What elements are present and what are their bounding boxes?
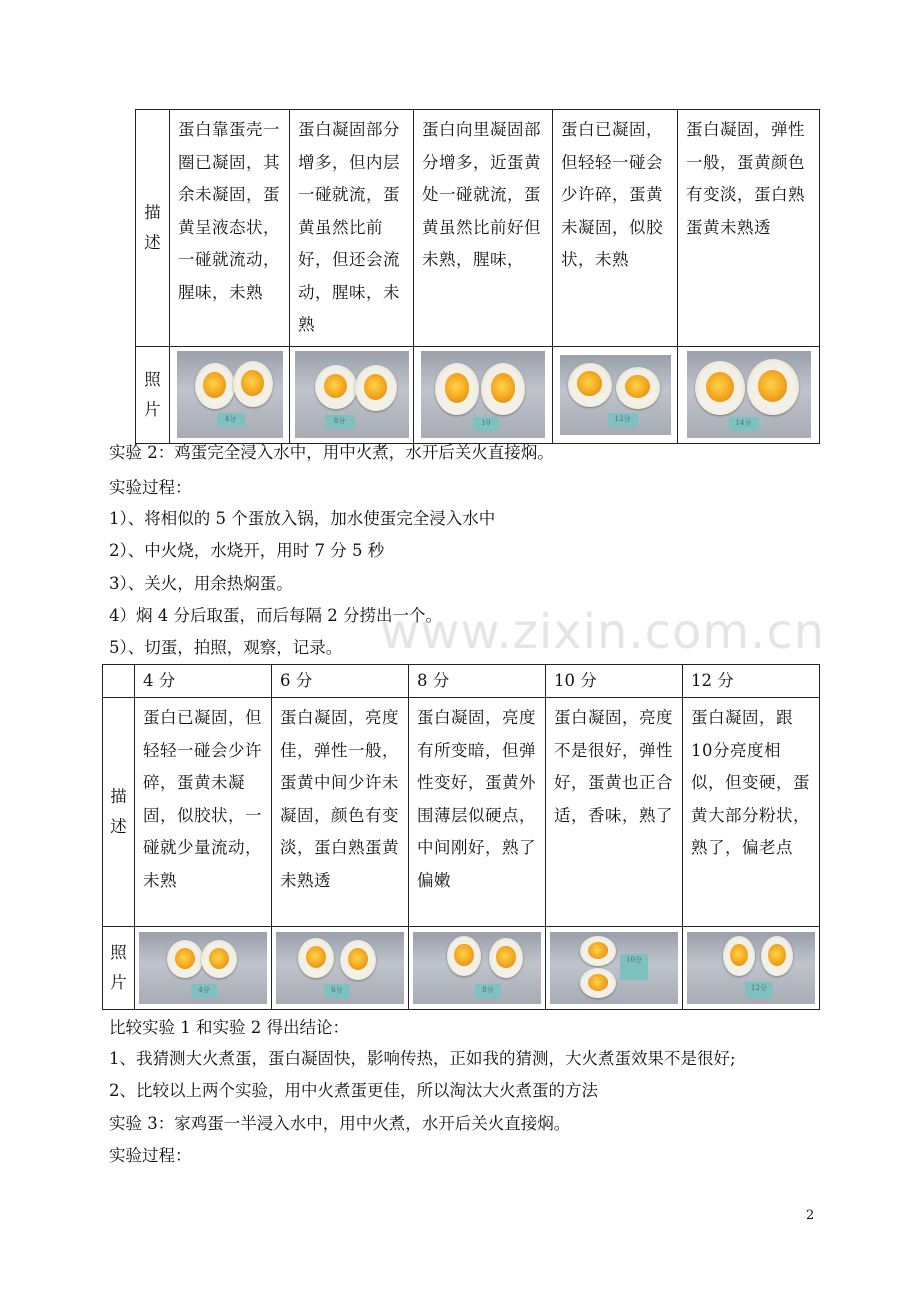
description-cell: 蛋白凝固，亮度佳，弹性一般，蛋黄中间少许未凝固，颜色有变淡，蛋白熟蛋黄未熟透 (280, 708, 399, 890)
photo-tag: 10分 (620, 954, 648, 980)
step-5: 5）、切蛋，拍照，观察，记录。 (109, 638, 343, 657)
photo-tag: 6分 (324, 984, 350, 998)
experiment-3-title: 实验 3：家鸡蛋一半浸入水中，用中火煮，水开后关火直接焖。 (109, 1114, 571, 1133)
description-cell: 蛋白凝固部分增多，但内层一碰就流，蛋黄虽然比前好，但还会流动，腥味，未熟 (298, 120, 400, 334)
photo-tag: 4分 (191, 984, 217, 998)
time-header: 8 分 (417, 671, 450, 690)
process-label-2: 实验过程： (109, 1146, 192, 1165)
row-label-description: 描 述 (103, 698, 135, 927)
description-cell: 蛋白凝固，亮度不是很好，弹性好，蛋黄也正合适，香味，熟了 (554, 708, 673, 825)
photo-tag: 12分 (745, 982, 773, 998)
comparison-heading: 比较实验 1 和实验 2 得出结论： (109, 1018, 349, 1037)
egg-photo (295, 351, 409, 438)
egg-photo (421, 351, 545, 438)
experiment-2-title: 实验 2：鸡蛋完全浸入水中，用中火煮，水开后关火直接焖。 (109, 443, 554, 462)
egg-photo (276, 932, 404, 1004)
step-1: 1）、将相似的 5 个蛋放入锅，加水使蛋完全浸入水中 (109, 509, 496, 528)
photo-tag: 10 (473, 417, 499, 431)
description-row (136, 110, 820, 347)
step-4: 4）焖 4 分后取蛋，而后每隔 2 分捞出一个。 (109, 606, 442, 625)
time-header: 4 分 (143, 671, 176, 690)
step-3: 3）、关火，用余热焖蛋。 (109, 574, 293, 593)
row-label-photo: 照 片 (136, 346, 170, 443)
egg-photo (687, 932, 815, 1004)
egg-photo (139, 932, 267, 1004)
description-cell: 蛋白向里凝固部分增多，近蛋黄处一碰就流，蛋黄虽然比前好但未熟，腥味， (422, 120, 541, 269)
photo-tag: 8分 (475, 984, 501, 998)
page-number: 2 (806, 1208, 815, 1223)
description-row (103, 698, 820, 927)
egg-photo (550, 932, 678, 1004)
egg-photo (413, 932, 541, 1004)
watermark: www.zixin.com.cn (380, 604, 826, 660)
row-label-photo: 照 片 (103, 927, 135, 1010)
description-cell: 蛋白已凝固，但轻轻一碰会少许碎，蛋黄未凝固，似胶状，未熟 (561, 120, 663, 269)
description-cell: 蛋白凝固，亮度有所变暗，但弹性变好，蛋黄外围薄层似硬点，中间刚好，熟了偏嫩 (417, 708, 536, 890)
conclusion-1: 1、我猜测大火煮蛋，蛋白凝固快，影响传热，正如我的猜测，大火煮蛋效果不是很好; (109, 1049, 736, 1068)
experiment-1-table (135, 109, 820, 444)
row-label-description: 描 述 (136, 110, 170, 347)
photo-row (103, 927, 820, 1010)
egg-photo (177, 351, 283, 438)
description-cell: 蛋白已凝固，但轻轻一碰会少许碎，蛋黄未凝固，似胶状，一碰就少量流动，未熟 (143, 708, 262, 890)
time-header: 12 分 (691, 671, 734, 690)
time-header: 6 分 (280, 671, 313, 690)
step-2: 2）、中火烧，水烧开，用时 7 分 5 秒 (109, 541, 385, 560)
photo-row (136, 346, 820, 443)
time-header: 10 分 (554, 671, 597, 690)
photo-tag: 14分 (729, 417, 759, 431)
photo-tag: 8分 (325, 415, 355, 429)
photo-tag: 12分 (608, 413, 638, 427)
process-label: 实验过程： (109, 478, 192, 497)
conclusion-2: 2、比较以上两个实验，用中火煮蛋更佳，所以淘汰大火煮蛋的方法 (109, 1081, 598, 1100)
egg-photo (560, 355, 671, 435)
header-row (103, 665, 820, 698)
description-cell: 蛋白凝固，弹性一般，蛋黄颜色有变淡，蛋白熟蛋黄未熟透 (686, 120, 805, 237)
description-cell: 蛋白靠蛋壳一圈已凝固，其余未凝固，蛋黄呈液态状，一碰就流动，腥味，未熟 (178, 120, 280, 302)
experiment-2-table (102, 664, 820, 1010)
description-cell: 蛋白凝固，跟10分亮度相似，但变硬，蛋黄大部分粉状，熟了，偏老点 (691, 708, 810, 857)
photo-tag: 4分 (217, 413, 245, 427)
egg-photo (687, 351, 811, 438)
